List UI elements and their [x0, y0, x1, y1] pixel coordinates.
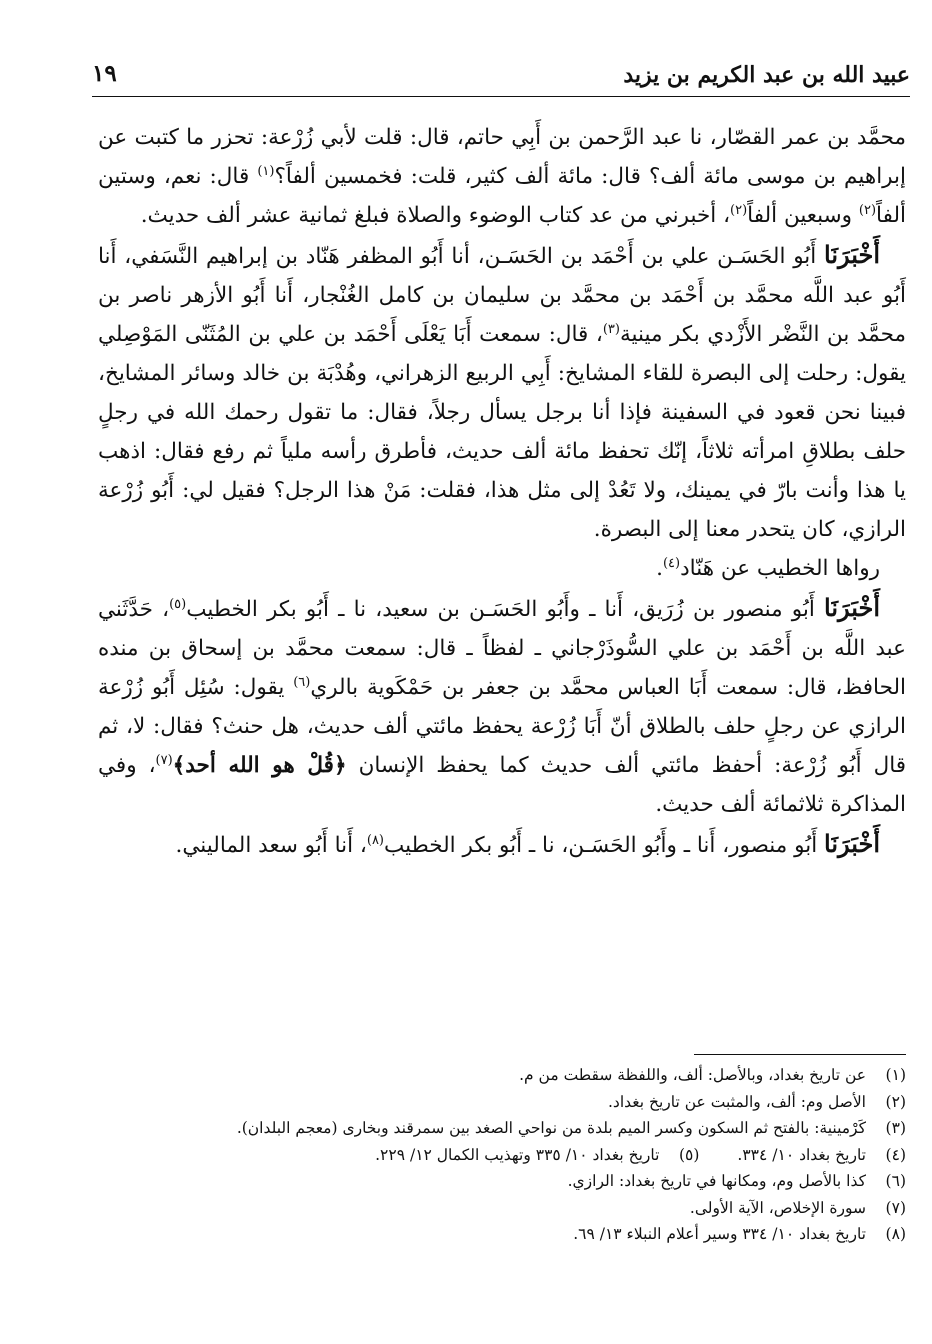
- akhbarana-lead: أَخْبَرَنَا: [824, 593, 880, 622]
- paragraph-1: [98, 118, 906, 235]
- footnote-ref: (٢): [730, 202, 748, 218]
- running-head: عبيد الله بن عبد الكريم بن يزيد: [623, 62, 910, 88]
- text-run: ، أَنا أَبُو سعد الماليني.: [175, 833, 367, 858]
- footnote-ref: (٦): [293, 674, 311, 690]
- footnote-text: كذا بالأصل وم، ومكانها في تاريخ بغداد: الرازي.: [567, 1172, 866, 1190]
- text-run: أَبُو منصور بن زُرَيق، أَنا ـ وأَبُو الحَسَـن بن سعيد، نا ـ أَبُو بكر الخطيب: [186, 597, 825, 622]
- text-run: .: [656, 556, 663, 581]
- footnote-ref: (٤): [662, 555, 681, 571]
- footnote-ref: (٥): [169, 596, 187, 612]
- footnote: [86, 1115, 906, 1142]
- footnote-ref: (٨): [366, 832, 384, 848]
- akhbarana-lead: أَخْبَرَنَا: [824, 240, 880, 269]
- text-run: ، أخبرني من عد كتاب الوضوء والصلاة فبلغ ثمانية عشر ألف حديث.: [140, 203, 731, 228]
- text-run: رواها الخطيب عن هَنّاد: [680, 556, 880, 581]
- main-text: [98, 118, 906, 865]
- paragraph-2: [98, 235, 906, 549]
- footnote-number: (٣): [885, 1119, 906, 1137]
- footnote: [86, 1195, 906, 1222]
- footnote-ref: (٢): [858, 202, 877, 218]
- footnote-number: (٦): [885, 1172, 906, 1190]
- footnotes: [86, 1062, 906, 1248]
- footnote-ref: (١): [257, 163, 275, 179]
- footnote-number: (٥): [678, 1145, 700, 1164]
- text-run: ، وفي المذاكرة ثلاثمائة ألف حديث.: [98, 753, 906, 817]
- akhbarana-lead: أَخْبَرَنَا: [824, 829, 880, 858]
- text-run: ، حَدَّثَني عبد اللَّه بن أَحْمَد بن علي السُّوذَرْجاني ـ لفظاً ـ قال: سمعت محمَّد بن إسحاق بن منده الحافظ، قال: سمعت أَبَا العباس محمَّد بن جعفر بن حَمْكَوية بالري: [98, 597, 906, 700]
- footnote-text: تاريخ بغداد ١٠/ ٣٣٤ وسير أعلام النبلاء ١٣/ ٦٩.: [573, 1225, 866, 1243]
- footnote: [86, 1168, 906, 1195]
- text-run: وسبعين ألفاً: [747, 203, 859, 228]
- footnote-text: الأصل وم: ألف، والمثبت عن تاريخ بغداد.: [608, 1092, 866, 1111]
- footnote-divider: [694, 1054, 906, 1055]
- text-run: أَبُو منصور، أَنا ـ وأَبُو الحَسَـن، نا ـ أَبُو بكر الخطيب: [384, 833, 825, 858]
- footnote-number: (٤): [885, 1145, 906, 1164]
- footnote-number: (٨): [885, 1225, 906, 1243]
- text-run: محمَّد بن عمر القصّار، نا عبد الرَّحمن بن أَبِي حاتم، قال: قلت لأبي زُرْعة: تحزر ما كتبت عن إبراهيم بن موسى مائة ألف؟ قال: مائة ألف كثير، قلت: فخمسين ألفاً؟: [98, 125, 906, 189]
- footnote-ref: (٧): [155, 752, 173, 768]
- text-run: ، قال: سمعت أَبَا يَعْلَى أَحْمَد بن علي بن المُثَنّى المَوْصِلي يقول: رحلت إلى البصرة للقاء المشايخ: أَبِي الربيع الزهراني، وهُدْبَة بن خالد وسائر المشايخ، فبينا نحن قعود في السفينة فإذا أنا برجل يسأل رجلاً، فقال: ما تقول رحمك الله في رجلٍ حلف بطلاقِ امرأته ثلاثاً، إنّك تحفظ مائة ألف حديث، فأطرق رأسه ملياً ثم رفع فقال: اذهب يا هذا وأنت بارّ في يمينك، ولا تَعُدْ إلى مثل هذا، فقلت: مَنْ هذا الرجل؟ فقيل لي: أَبُو زُرْعة الرازي، كان يتحدر معنا إلى البصرة.: [98, 322, 906, 542]
- paragraph-4: [98, 588, 906, 824]
- footnote-text: سورة الإخلاص، الآية الأولى.: [689, 1198, 866, 1217]
- page-number: ١٩: [92, 60, 117, 87]
- footnote-text: عن تاريخ بغداد، وبالأصل: ألف، واللفظة سقطت من م.: [519, 1066, 866, 1084]
- page-header: [92, 58, 910, 97]
- footnote-text: تاريخ بغداد ١٠/ ٣٣٤.: [737, 1145, 866, 1164]
- footnote-number: (٧): [885, 1198, 906, 1217]
- footnote-text: كَرْمينية: بالفتح ثم السكون وكسر الميم بلدة من نواحي الصغد بين سمرقند وبخارى (معجم البلدان).: [236, 1119, 866, 1137]
- footnote-number: (٢): [885, 1092, 906, 1111]
- quran-quote: ﴿قُلْ هو الله أحد﴾: [172, 753, 347, 778]
- footnote: [86, 1142, 906, 1169]
- footnote: [86, 1062, 906, 1089]
- text-run: يقول: سُئِل أَبُو زُرْعة الرازي عن رجلٍ حلف بالطلاق أنّ أَبَا زُرْعة يحفظ مائتي ألف حديث، هل حنث؟ فقال: لا، ثم قال أَبُو زُرْعة: أحفظ مائتي ألف حديث كما يحفظ الإنسان: [98, 675, 907, 778]
- footnote: [86, 1089, 906, 1116]
- text-run: أَبُو الحَسَـن علي بن أَحْمَد بن الحَسَـن، أنا أَبُو المظفر هَنّاد بن إبراهيم النَّسَفي، أَنا أَبُو عبد اللَّه محمَّد بن أَحْمَد بن محمَّد بن سليمان بن كامل الغُنْجار، أَنا أَبُو الأزهر ناصر بن محمَّد بن النَّضْر الأَزْدي بكر مينية: [98, 244, 906, 347]
- footnote-ref: (٣): [602, 321, 620, 337]
- paragraph-5: [98, 824, 906, 865]
- footnote-text: تاريخ بغداد ١٠/ ٣٣٥ وتهذيب الكمال ١٢/ ٢٢٩.: [375, 1145, 660, 1164]
- paragraph-3: [98, 549, 906, 588]
- text-run: قال: نعم، وستين ألفاً: [98, 164, 906, 228]
- footnote-number: (١): [885, 1066, 906, 1084]
- footnote: [86, 1221, 906, 1248]
